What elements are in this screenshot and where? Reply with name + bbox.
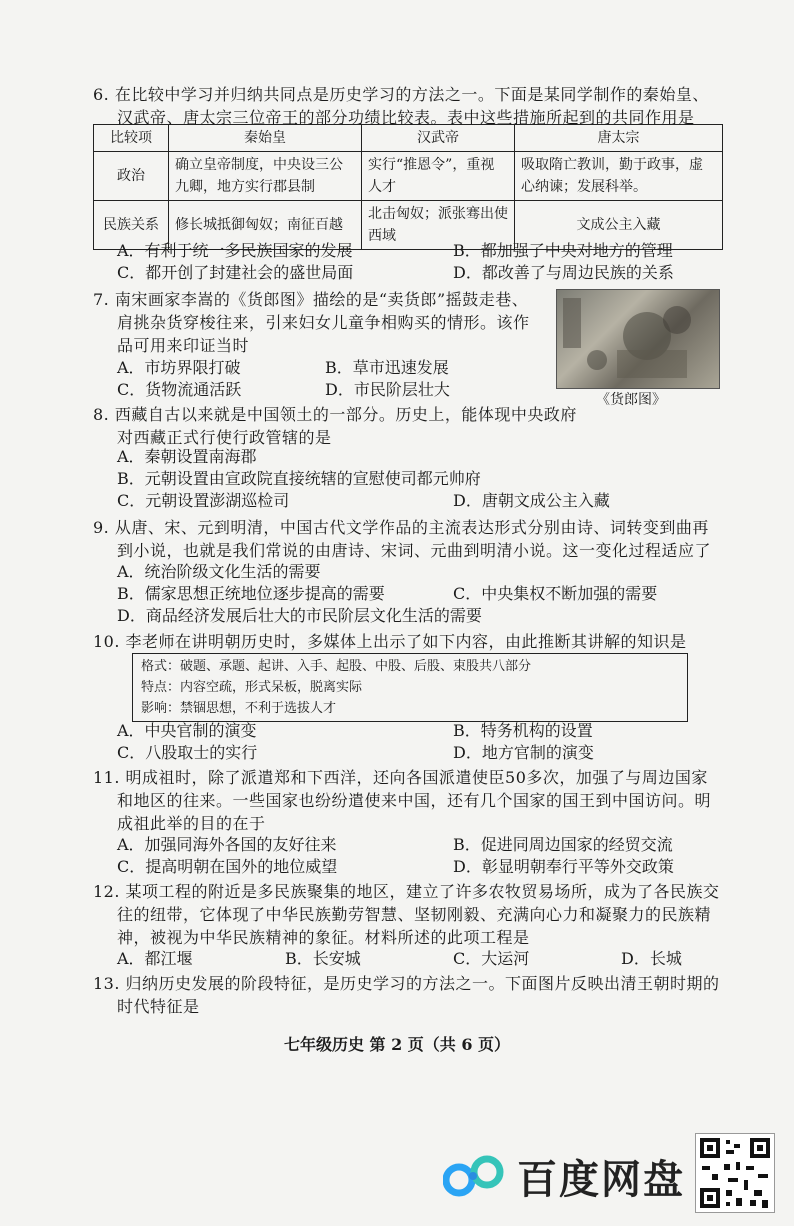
question-11-options [117, 834, 717, 878]
option-c[interactable]: C．中央集权不断加强的需要 [453, 584, 658, 603]
table-row: 民族关系 修长城抵御匈奴；南征百越 北击匈奴；派张骞出使西域 文成公主入藏 [94, 201, 723, 250]
huolang-painting-image [556, 289, 720, 389]
option-d[interactable]: D．唐朝文成公主入藏 [453, 491, 610, 510]
option-c[interactable]: C．八股取士的实行 [117, 743, 258, 762]
option-a[interactable]: A．有利于统一多民族国家的发展 [117, 241, 353, 260]
question-6: 6. 在比较中学习并归纳共同点是历史学习的方法之一。下面是某同学制作的秦始皇、 汉武帝、唐太宗三位帝王的部分功绩比较表。表中这些措施所起到的共同作用是 [93, 85, 709, 127]
option-a[interactable]: A．秦朝设置南海郡 [117, 447, 257, 466]
table-header: 比较项 [94, 125, 169, 152]
option-c[interactable]: C．货物流通活跃 [117, 380, 242, 399]
table-row: 政治 确立皇帝制度，中央设三公九卿，地方实行郡县制 实行“推恩令”，重视人才 吸取隋亡教训，勤于政事，虚心纳谏；发展科举。 [94, 152, 723, 201]
table-header: 汉武帝 [362, 125, 515, 152]
question-7: 7. 南宋画家李嵩的《货郎图》描绘的是“卖货郎”摇鼓走巷、 肩挑杂货穿梭往来，引来妇女儿童争相购买的情形。该作 品可用来印证当时 [93, 290, 530, 355]
page-footer: 七年级历史 第 2 页（共 6 页） [283, 1035, 511, 1054]
question-11: 11. 明成祖时，除了派遣郑和下西洋，还向各国派遣使臣50多次，加强了与周边国家 和地区的往来。一些国家也纷纷遣使来中国，还有几个国家的国王到中国访问。明 成祖此举的目的在于 [93, 768, 712, 833]
option-c[interactable]: C．都开创了封建社会的盛世局面 [117, 263, 354, 282]
option-d[interactable]: D．市民阶层壮大 [325, 380, 450, 399]
option-c[interactable]: C．大运河 [453, 949, 530, 968]
option-d[interactable]: D．地方官制的演变 [453, 743, 594, 762]
baidu-netdisk-logo-icon [443, 1150, 505, 1204]
option-d[interactable]: D．商品经济发展后壮大的市民阶层文化生活的需要 [117, 606, 482, 625]
option-d[interactable]: D．彰显明朝奉行平等外交政策 [453, 857, 674, 876]
option-b[interactable]: B．促进同周边国家的经贸交流 [453, 835, 673, 854]
material-box: 格式：破题、承题、起讲、入手、起股、中股、后股、束股共八部分 特点：内容空疏，形式呆板，脱离实际 影响：禁锢思想，不利于选拔人才 [132, 653, 688, 722]
table-header: 秦始皇 [169, 125, 362, 152]
question-9: 9. 从唐、宋、元到明清，中国古代文学作品的主流表达形式分别由诗、词转变到曲再 到小说，也就是我们常说的由唐诗、宋词、元曲到明清小说。这一变化过程适应了 [93, 518, 712, 560]
option-a[interactable]: A．加强同海外各国的友好往来 [117, 835, 337, 854]
question-12-options [117, 948, 717, 970]
question-12: 12. 某项工程的附近是多民族聚集的地区，建立了许多农牧贸易场所，成为了各民族交 往的纽带，它体现了中华民族勤劳智慧、坚韧刚毅、充满向心力和凝聚力的民族精 神，被视为中华民族精神的象征。材料所述的此项工程是 [93, 882, 720, 947]
question-10: 10. 李老师在讲明朝历史时，多媒体上出示了如下内容，由此推断其讲解的知识是 [93, 632, 687, 651]
option-b[interactable]: B．都加强了中央对地方的管理 [453, 241, 673, 260]
qr-code-icon [695, 1133, 775, 1213]
option-c[interactable]: C．元朝设置澎湖巡检司 [117, 491, 290, 510]
table-header: 唐太宗 [515, 125, 723, 152]
option-b[interactable]: B．长安城 [285, 949, 361, 968]
comparison-table [93, 124, 723, 250]
baidu-netdisk-brand-text: 百度网盘 [517, 1157, 685, 1203]
image-caption: 《货郎图》 [596, 392, 666, 408]
option-a[interactable]: A．统治阶级文化生活的需要 [117, 562, 321, 581]
option-a[interactable]: A．都江堰 [117, 949, 193, 968]
question-6-options [117, 240, 717, 284]
option-b[interactable]: B．草市迅速发展 [325, 358, 449, 377]
option-b[interactable]: B．元朝设置由宣政院直接统辖的宣慰使司都元帅府 [117, 469, 481, 488]
question-13: 13. 归纳历史发展的阶段特征，是历史学习的方法之一。下面图片反映出清王朝时期的 时代特征是 [93, 974, 720, 1016]
option-d[interactable]: D．长城 [621, 949, 682, 968]
option-a[interactable]: A．市坊界限打破 [117, 358, 241, 377]
question-8: 8. 西藏自古以来就是中国领土的一部分。历史上，能体现中央政府 对西藏正式行使行政管辖的是 [93, 405, 577, 447]
option-b[interactable]: B．儒家思想正统地位逐步提高的需要 [117, 584, 385, 603]
question-9-options [117, 561, 717, 627]
option-d[interactable]: D．都改善了与周边民族的关系 [453, 263, 674, 282]
option-c[interactable]: C．提高明朝在国外的地位威望 [117, 857, 338, 876]
question-8-options [117, 446, 717, 512]
question-7-options [117, 357, 537, 401]
baidu-netdisk-watermark [443, 1148, 685, 1205]
question-10-options [117, 720, 717, 764]
option-b[interactable]: B．特务机构的设置 [453, 721, 593, 740]
option-a[interactable]: A．中央官制的演变 [117, 721, 257, 740]
